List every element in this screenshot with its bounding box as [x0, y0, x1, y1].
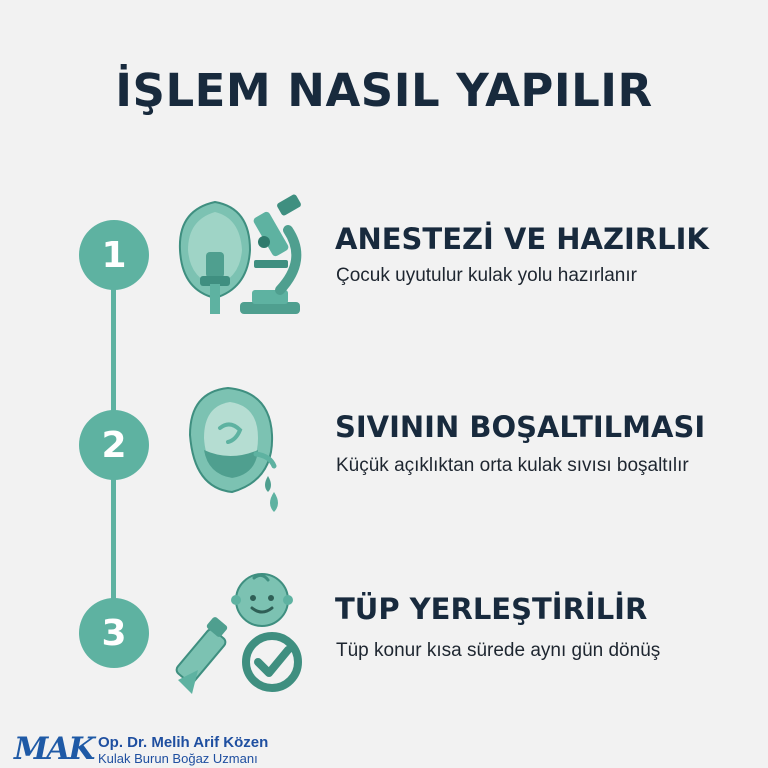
doctor-name: Op. Dr. Melih Arif Közen: [98, 734, 269, 751]
page-title: İŞLEM NASIL YAPILIR: [115, 64, 653, 117]
anesthesia-mask-icon: [180, 202, 250, 314]
step-1-heading: ANESTEZİ VE HAZIRLIK: [335, 222, 709, 256]
baby-face-icon: [231, 574, 293, 626]
step-2-number: 2: [79, 410, 149, 480]
step-3-illustration: [170, 570, 320, 710]
fluid-drop-icon: [265, 476, 278, 512]
doctor-title: Kulak Burun Boğaz Uzmanı: [98, 751, 258, 766]
step-2-description: Küçük açıklıktan orta kulak sıvısı boşaltılır: [336, 455, 689, 476]
step-3-description: Tüp konur kısa sürede aynı gün dönüş: [336, 640, 661, 661]
ear-tube-icon: [175, 616, 229, 694]
checkmark-circle-icon: [246, 636, 298, 688]
step-2-heading: SIVININ BOŞALTILMASI: [335, 410, 706, 444]
step-1-description: Çocuk uyutulur kulak yolu hazırlanır: [336, 265, 637, 286]
step-3-heading: TÜP YERLEŞTİRİLİR: [335, 592, 648, 626]
step-1-number: 1: [79, 220, 149, 290]
step-3-number: 3: [79, 598, 149, 668]
step-1-illustration: [170, 190, 320, 330]
ear-drainage-icon: [190, 388, 274, 492]
logo: MAK: [14, 731, 94, 767]
step-2-illustration: [170, 380, 320, 520]
